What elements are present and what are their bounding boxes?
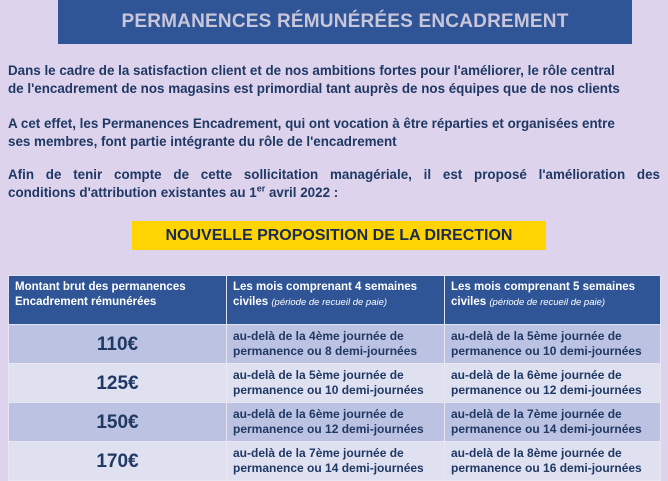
five-weeks-cell: au-delà de la 7ème journée de permanence ou 14 demi-journées <box>445 403 661 442</box>
amount-cell: 170€ <box>9 442 227 481</box>
header-amount <box>9 276 227 325</box>
table-row <box>9 364 661 403</box>
intro-line-1: Dans le cadre de la satisfaction client et de nos ambitions fortes pour l'améliorer, le rôle central <box>8 63 615 78</box>
proposal-line-2 <box>8 185 338 200</box>
page-title: PERMANENCES RÉMUNÉRÉES ENCADREMENT <box>121 11 569 32</box>
header-five-weeks-note: (période de recueil de paie) <box>489 297 606 308</box>
table-row <box>9 442 661 481</box>
header-five-weeks <box>445 276 661 325</box>
proposal-banner <box>132 221 546 250</box>
ordinal-superscript: er <box>256 183 266 194</box>
title-banner <box>58 0 632 44</box>
header-four-weeks-label: Les mois comprenant 4 semaines civiles <box>233 281 418 308</box>
intro-line-2: de l'encadrement de nos magasins est primordial tant auprès de nos équipes que de nos clients <box>8 81 620 96</box>
header-five-weeks-label: Les mois comprenant 5 semaines civiles <box>451 281 636 308</box>
proposal-label: NOUVELLE PROPOSITION DE LA DIRECTION <box>165 226 513 244</box>
proposal-paragraph <box>8 166 660 202</box>
intro-paragraph <box>8 62 660 98</box>
header-four-weeks <box>227 276 445 325</box>
four-weeks-cell: au-delà de la 6ème journée de permanence ou 12 demi-journées <box>227 403 445 442</box>
proposal-line-2-date: avril 2022 : <box>265 185 339 200</box>
proposal-line-2-text: conditions d'attribution existantes au 1 <box>8 185 257 200</box>
permanence-table <box>8 275 661 481</box>
table-header-row <box>9 276 661 325</box>
table-row <box>9 403 661 442</box>
five-weeks-cell: au-delà de la 6ème journée de permanence ou 12 demi-journées <box>445 364 661 403</box>
effect-line-2: ses membres, font partie intégrante du rôle de l'encadrement <box>8 134 397 149</box>
four-weeks-cell: au-delà de la 7ème journée de permanence ou 14 demi-journées <box>227 442 445 481</box>
four-weeks-cell: au-delà de la 4ème journée de permanence ou 8 demi-journées <box>227 325 445 364</box>
effect-line-1: A cet effet, les Permanences Encadrement, qui ont vocation à être réparties et organisées entre <box>8 116 615 131</box>
amount-cell: 150€ <box>9 403 227 442</box>
five-weeks-cell: au-delà de la 8ème journée de permanence ou 16 demi-journées <box>445 442 661 481</box>
header-four-weeks-note: (période de recueil de paie) <box>271 297 388 308</box>
effect-paragraph <box>8 115 660 151</box>
table-row <box>9 325 661 364</box>
five-weeks-cell: au-delà de la 5ème journée de permanence ou 10 demi-journées <box>445 325 661 364</box>
four-weeks-cell: au-delà de la 5ème journée de permanence ou 10 demi-journées <box>227 364 445 403</box>
amount-cell: 125€ <box>9 364 227 403</box>
proposal-line-1: Afin de tenir compte de cette sollicitation managériale, il est proposé l'amélioration des <box>8 167 660 182</box>
amount-cell: 110€ <box>9 325 227 364</box>
header-amount-label: Montant brut des permanences Encadrement rémunérées <box>15 281 186 308</box>
